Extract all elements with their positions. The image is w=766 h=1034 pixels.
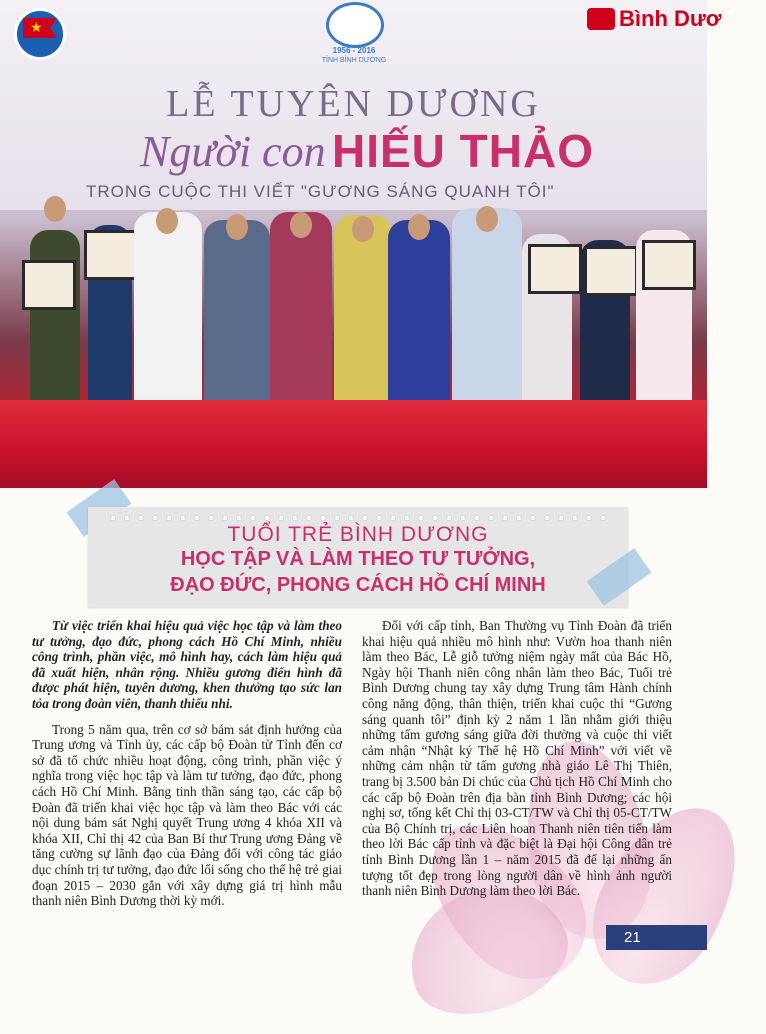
anniversary-logo <box>318 2 388 64</box>
article-paragraph: Đối với cấp tỉnh, Ban Thường vụ Tỉnh Đoàn đã triển khai hiệu quả nhiều mô hình như: Vườn hoa thanh niên làm theo Bác, Lễ giỗ tưởng niệm ngày mất của Bác Hồ, Ngày hội Thanh niên công nhân làm theo Bác, Tuổi trẻ Bình Dương chung tay xây dựng Trung tâm Hành chính công năng động, thân thiện, triển khai cuộc thi “Gương sáng quanh tôi” định kỳ 2 năm 1 lần nhằm giới thiệu những tấm gương sáng giữa đời thường và cuộc thi viết cảm nhận “Nhật ký Thế hệ Hồ Chí Minh” với viết về những cảm nhận từ tấm gương nhà giáo Lê Thị Thiên, trang bị 3.500 bản Di chúc của Chủ tịch Hồ Chí Minh cho các cấp bộ Đoàn trên địa bàn tỉnh Bình Dương; các hội nghị sơ, tổng kết Chỉ thị 03-CT/TW và Chỉ thị 05-CT/TW của Bộ Chính trị, các Liên hoan Thanh niên tiên tiến làm theo lời Bác cấp tỉnh và đặc biệt là Đại hội Công dân trẻ tỉnh Bình Dương lần 1 – năm 2015 đã để lại những ấn tượng tốt đẹp trong lòng người dân về hình ảnh người thanh niên Bình Dương làm theo lời Bác. <box>362 618 672 899</box>
article-headline-line1: HỌC TẬP VÀ LÀM THEO TƯ TƯỞNG, <box>180 548 536 570</box>
article-lead: Từ việc triển khai hiệu quả việc học tập và làm theo tư tưởng, đạo đức, phong cách Hồ Chí Minh, nhiều công trình, phần việc, mô hình hay, cách làm hiệu quả đã xuất hiện, nhân rộng. Nhiều gương điển hình đã được phát hiện, tuyên dương, khen thưởng tạo sức lan tỏa trong đoàn viên, thanh thiếu nhi. <box>32 618 342 711</box>
brand-text: Bình Dươ <box>619 6 722 31</box>
brand-icon <box>587 8 615 30</box>
binder-holes <box>106 513 608 523</box>
page-number: 21 <box>606 925 707 950</box>
backdrop-title: LỄ TUYÊN DƯƠNG <box>166 83 541 125</box>
article-headline-line2: ĐẠO ĐỨC, PHONG CÁCH HỒ CHÍ MINH <box>170 574 546 596</box>
backdrop-script-title: Người con <box>140 127 326 176</box>
backdrop-subtitle: TRONG CUỘC THI VIẾT "GƯƠNG SÁNG QUANH TÔI" <box>86 182 555 201</box>
logo-province: TỈNH BÌNH DƯƠNG <box>321 57 387 64</box>
article-column-right <box>362 618 672 909</box>
event-photo <box>0 0 722 488</box>
stage-floor <box>0 400 707 488</box>
backdrop-bold-title: HIẾU THẢO <box>332 125 594 177</box>
article-paragraph: Trong 5 năm qua, trên cơ sở bám sát định hướng của Trung ương và Tỉnh ủy, các cấp bộ Đoàn từ Tỉnh đến cơ sở đã tổ chức nhiều hoạt động, công trình, phần việc ý nghĩa trong việc học tập và làm tư tưởng, đạo đức, phong cách Hồ Chí Minh. Bằng tinh thần sáng tạo, các cấp bộ Đoàn đã triển khai việc học tập và làm theo Bác với các nội dung bám sát Nghị quyết Trung ương 4 khóa XII và khóa XII, Chỉ thị 42 của Ban Bí thư Trung ương Đảng về tăng cường sự lãnh đạo của Đảng đối với công tác giáo dục chính trị tư tưởng, đạo đức lối sống cho thế hệ trẻ giai đoạn 2015 – 2030 gắn với xây dựng giá trị hình mẫu thanh niên Bình Dương thời kỳ mới. <box>32 721 342 909</box>
article-column-left <box>32 618 342 919</box>
honorees-group <box>0 200 707 430</box>
youth-union-logo: ★ <box>14 8 66 60</box>
section-kicker: TUỔI TRẺ BÌNH DƯƠNG <box>227 523 489 546</box>
logo-years: 1956 - 2016 <box>332 46 376 55</box>
publication-brand <box>587 6 722 34</box>
